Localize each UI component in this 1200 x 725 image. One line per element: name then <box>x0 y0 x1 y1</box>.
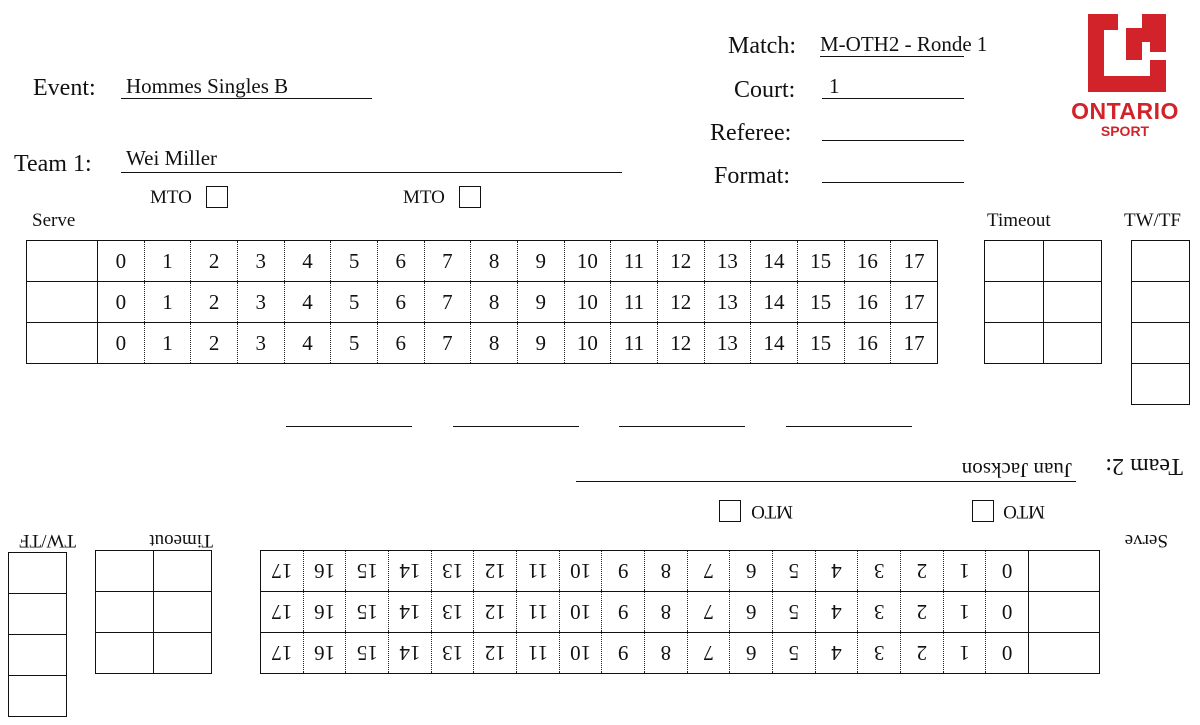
score-cell[interactable]: 6 <box>377 241 424 282</box>
score-row <box>27 323 938 364</box>
score-cell[interactable]: 16 <box>844 241 891 282</box>
score-cell[interactable]: 6 <box>377 282 424 323</box>
score-cell[interactable]: 7 <box>687 633 730 674</box>
score-row <box>27 241 938 282</box>
twtf-box[interactable] <box>1132 282 1190 323</box>
score-cell[interactable]: 10 <box>564 241 611 282</box>
score-cell[interactable]: 5 <box>331 282 378 323</box>
score-cell[interactable]: 9 <box>517 282 564 323</box>
score-cell[interactable]: 2 <box>901 633 944 674</box>
score-cell[interactable]: 13 <box>704 323 751 364</box>
score-cell[interactable]: 11 <box>517 551 560 592</box>
team1-mto-label-1: MTO <box>150 187 192 208</box>
team2-twtf-label: TW/TF <box>19 530 76 551</box>
score-cell[interactable]: 16 <box>303 633 346 674</box>
score-row <box>27 282 938 323</box>
score-cell[interactable]: 0 <box>98 241 145 282</box>
score-cell[interactable]: 8 <box>645 592 688 633</box>
score-cell[interactable]: 5 <box>331 241 378 282</box>
team2-timeout-boxes <box>95 550 212 674</box>
score-cell[interactable]: 15 <box>797 241 844 282</box>
team1-name: Wei Miller <box>126 146 218 170</box>
score-cell[interactable]: 10 <box>564 323 611 364</box>
timeout-box[interactable] <box>1043 323 1102 364</box>
score-cell[interactable]: 8 <box>471 323 518 364</box>
team2-mto-checkbox-1[interactable] <box>972 500 994 522</box>
team2-label: Team 2: <box>1105 453 1183 479</box>
score-cell[interactable]: 15 <box>346 551 389 592</box>
serve-box[interactable] <box>1029 633 1100 674</box>
score-cell[interactable]: 9 <box>602 592 645 633</box>
team2-section <box>0 440 1200 725</box>
score-cell[interactable]: 6 <box>730 633 773 674</box>
twtf-box[interactable] <box>1132 241 1190 282</box>
signature-line-4 <box>786 426 912 427</box>
score-cell[interactable]: 1 <box>144 241 191 282</box>
score-cell[interactable]: 10 <box>564 282 611 323</box>
team2-mto-label-1: MTO <box>1003 501 1045 522</box>
serve-box[interactable] <box>27 241 98 282</box>
match-label: Match: <box>728 33 796 59</box>
ontario-logo-mark-icon <box>1070 12 1180 102</box>
score-cell[interactable]: 17 <box>891 323 938 364</box>
score-cell[interactable]: 2 <box>901 551 944 592</box>
score-cell[interactable]: 0 <box>98 323 145 364</box>
score-cell[interactable]: 8 <box>645 551 688 592</box>
score-cell[interactable]: 9 <box>517 241 564 282</box>
score-cell[interactable]: 1 <box>144 323 191 364</box>
score-cell[interactable]: 7 <box>687 592 730 633</box>
score-cell[interactable]: 2 <box>191 323 238 364</box>
score-cell[interactable]: 4 <box>284 241 331 282</box>
score-cell[interactable]: 13 <box>431 633 474 674</box>
score-cell[interactable]: 2 <box>901 592 944 633</box>
score-cell[interactable]: 12 <box>657 282 704 323</box>
score-cell[interactable]: 17 <box>261 633 304 674</box>
timeout-box[interactable] <box>985 241 1044 282</box>
score-cell[interactable]: 1 <box>943 592 986 633</box>
score-cell[interactable]: 11 <box>517 592 560 633</box>
score-cell[interactable]: 9 <box>602 633 645 674</box>
score-cell[interactable]: 5 <box>331 323 378 364</box>
score-cell[interactable]: 1 <box>943 551 986 592</box>
serve-box[interactable] <box>27 323 98 364</box>
score-cell[interactable]: 12 <box>474 633 517 674</box>
team2-name-line <box>576 481 1076 482</box>
score-cell[interactable]: 3 <box>858 551 901 592</box>
team2-mto-checkbox-2[interactable] <box>719 500 741 522</box>
logo-sub: SPORT <box>1100 123 1150 139</box>
score-cell[interactable]: 14 <box>389 633 432 674</box>
score-cell[interactable]: 5 <box>773 633 816 674</box>
team1-timeout-boxes <box>984 240 1102 364</box>
score-cell[interactable]: 6 <box>730 551 773 592</box>
twtf-box[interactable] <box>9 553 67 594</box>
score-cell[interactable]: 11 <box>611 282 658 323</box>
ontario-sport-logo <box>1070 12 1180 137</box>
score-cell[interactable]: 11 <box>611 323 658 364</box>
score-cell[interactable]: 2 <box>191 282 238 323</box>
serve-box[interactable] <box>27 282 98 323</box>
score-cell[interactable]: 8 <box>471 241 518 282</box>
score-cell[interactable]: 3 <box>237 241 284 282</box>
team1-mto-label-2: MTO <box>403 187 445 208</box>
twtf-box[interactable] <box>9 635 67 676</box>
match-value: M-OTH2 - Ronde 1 <box>820 32 988 56</box>
score-cell[interactable]: 8 <box>471 282 518 323</box>
score-cell[interactable]: 10 <box>559 633 602 674</box>
score-cell[interactable]: 11 <box>517 633 560 674</box>
score-cell[interactable]: 0 <box>986 551 1029 592</box>
signature-line-3 <box>619 426 745 427</box>
team1-mto-checkbox-1[interactable] <box>206 186 228 208</box>
score-cell[interactable]: 15 <box>346 633 389 674</box>
timeout-box[interactable] <box>154 551 212 592</box>
team2-mto-label-2: MTO <box>751 501 793 522</box>
team1-twtf-boxes <box>1131 240 1190 405</box>
format-label: Format: <box>714 163 790 189</box>
score-cell[interactable]: 13 <box>431 592 474 633</box>
score-cell[interactable]: 7 <box>424 282 471 323</box>
timeout-box[interactable] <box>1043 241 1102 282</box>
score-cell[interactable]: 0 <box>986 592 1029 633</box>
score-cell[interactable]: 0 <box>98 282 145 323</box>
score-cell[interactable]: 3 <box>237 282 284 323</box>
team2-score-grid <box>260 550 1100 674</box>
score-row <box>261 633 1100 674</box>
score-cell[interactable]: 15 <box>346 592 389 633</box>
score-cell[interactable]: 2 <box>191 241 238 282</box>
team1-mto-checkbox-2[interactable] <box>459 186 481 208</box>
score-cell[interactable]: 14 <box>751 241 798 282</box>
score-row <box>261 592 1100 633</box>
score-cell[interactable]: 12 <box>657 241 704 282</box>
logo-name: ONTARIO <box>1071 98 1179 124</box>
score-cell[interactable]: 14 <box>751 282 798 323</box>
referee-label: Referee: <box>710 120 792 146</box>
court-value: 1 <box>829 74 840 98</box>
score-cell[interactable]: 17 <box>891 282 938 323</box>
score-cell[interactable]: 14 <box>751 323 798 364</box>
team1-timeout-label: Timeout <box>987 210 1051 231</box>
timeout-box[interactable] <box>96 592 154 633</box>
score-cell[interactable]: 5 <box>773 592 816 633</box>
score-cell[interactable]: 17 <box>261 551 304 592</box>
score-cell[interactable]: 17 <box>891 241 938 282</box>
score-cell[interactable]: 16 <box>844 282 891 323</box>
score-cell[interactable]: 11 <box>611 241 658 282</box>
score-cell[interactable]: 6 <box>377 323 424 364</box>
format-line <box>822 182 964 183</box>
score-cell[interactable]: 0 <box>986 633 1029 674</box>
signature-line-1 <box>286 426 412 427</box>
score-cell[interactable]: 10 <box>559 592 602 633</box>
score-cell[interactable]: 13 <box>431 551 474 592</box>
court-line <box>822 98 964 99</box>
score-cell[interactable]: 14 <box>389 551 432 592</box>
match-line <box>820 56 964 57</box>
team1-name-line <box>121 172 622 173</box>
score-cell[interactable]: 12 <box>657 323 704 364</box>
team2-twtf-boxes <box>8 552 67 717</box>
score-cell[interactable]: 3 <box>858 592 901 633</box>
team1-serve-label: Serve <box>32 210 76 231</box>
score-cell[interactable]: 14 <box>389 592 432 633</box>
twtf-box[interactable] <box>1132 364 1190 405</box>
event-label: Event: <box>33 75 96 101</box>
score-cell[interactable]: 12 <box>474 592 517 633</box>
twtf-box[interactable] <box>9 594 67 635</box>
score-cell[interactable]: 8 <box>645 633 688 674</box>
team2-name: Juan Jackson <box>961 458 1072 482</box>
referee-line <box>822 140 964 141</box>
score-cell[interactable]: 7 <box>424 241 471 282</box>
event-line <box>121 98 372 99</box>
timeout-box[interactable] <box>154 592 212 633</box>
serve-box[interactable] <box>1029 592 1100 633</box>
score-cell[interactable]: 4 <box>815 551 858 592</box>
score-cell[interactable]: 13 <box>704 282 751 323</box>
score-row <box>261 551 1100 592</box>
score-cell[interactable]: 4 <box>284 282 331 323</box>
score-cell[interactable]: 12 <box>474 551 517 592</box>
score-cell[interactable]: 3 <box>858 633 901 674</box>
score-cell[interactable]: 16 <box>303 592 346 633</box>
team1-twtf-label: TW/TF <box>1124 210 1181 231</box>
score-cell[interactable]: 9 <box>602 551 645 592</box>
team1-label: Team 1: <box>14 151 92 177</box>
serve-box[interactable] <box>1029 551 1100 592</box>
score-cell[interactable]: 7 <box>687 551 730 592</box>
timeout-box[interactable] <box>985 323 1044 364</box>
court-label: Court: <box>734 77 796 103</box>
timeout-box[interactable] <box>985 282 1044 323</box>
score-cell[interactable]: 4 <box>815 592 858 633</box>
score-cell[interactable]: 4 <box>815 633 858 674</box>
signature-line-2 <box>453 426 579 427</box>
score-cell[interactable]: 15 <box>797 282 844 323</box>
score-cell[interactable]: 15 <box>797 323 844 364</box>
team1-score-grid <box>26 240 938 364</box>
team2-serve-label: Serve <box>1124 530 1168 551</box>
twtf-box[interactable] <box>1132 323 1190 364</box>
event-value: Hommes Singles B <box>126 74 289 98</box>
score-cell[interactable]: 1 <box>144 282 191 323</box>
score-cell[interactable]: 13 <box>704 241 751 282</box>
twtf-box[interactable] <box>9 676 67 717</box>
team2-timeout-label: Timeout <box>149 530 213 551</box>
score-cell[interactable]: 16 <box>844 323 891 364</box>
score-cell[interactable]: 6 <box>730 592 773 633</box>
score-cell[interactable]: 3 <box>237 323 284 364</box>
timeout-box[interactable] <box>154 633 212 674</box>
score-cell[interactable]: 7 <box>424 323 471 364</box>
score-cell[interactable]: 4 <box>284 323 331 364</box>
score-cell[interactable]: 1 <box>943 633 986 674</box>
timeout-box[interactable] <box>1043 282 1102 323</box>
score-cell[interactable]: 16 <box>303 551 346 592</box>
score-cell[interactable]: 9 <box>517 323 564 364</box>
timeout-box[interactable] <box>96 551 154 592</box>
score-cell[interactable]: 5 <box>773 551 816 592</box>
timeout-box[interactable] <box>96 633 154 674</box>
score-cell[interactable]: 10 <box>559 551 602 592</box>
score-cell[interactable]: 17 <box>261 592 304 633</box>
